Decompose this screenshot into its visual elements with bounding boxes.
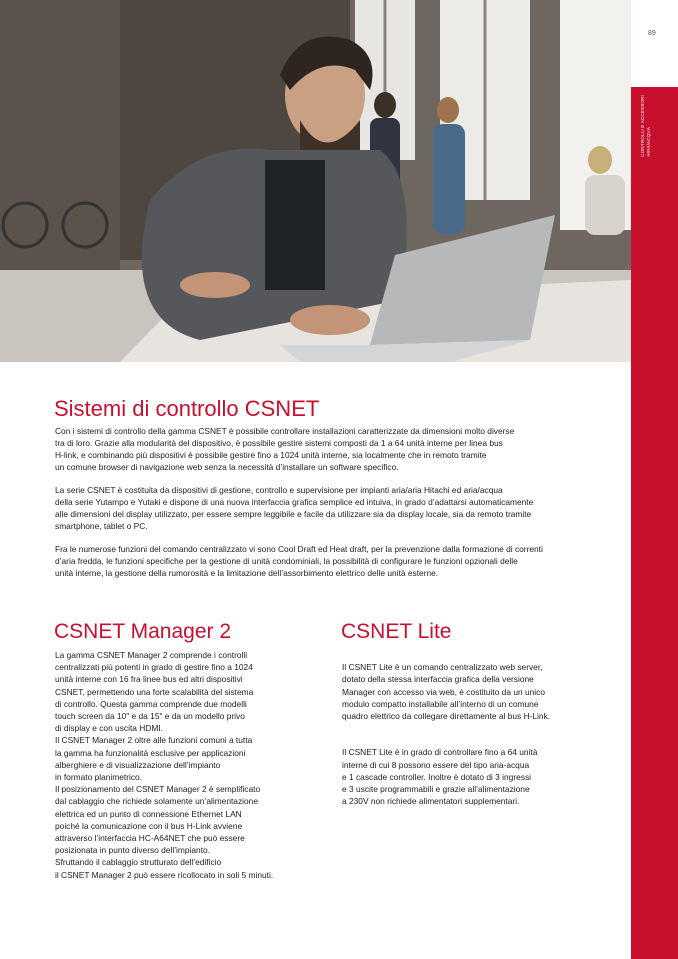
side-label-line-2: ARIA/ACQUA (646, 126, 651, 157)
side-label-line-1: CONTROLLI E ACCESSORI (640, 95, 645, 157)
hero-photo (0, 0, 631, 362)
lite-paragraph-1: Il CSNET Lite è un comando centralizzato web server, dotato della stessa interfaccia grafica della versione Manager con accesso via web, è costituito da un unico modulo compatto installabile all’interno di un comune quadro elettrico da collegare direttamente al bus H-Link. (342, 662, 551, 722)
section-side-band (631, 87, 678, 959)
intro-paragraph-1: Con i sistemi di controllo della gamma CSNET è possibile controllare installazioni caratterizzate da dimensioni molto diverse tra di loro. Grazie alla modularità del dispositivo, è possibile gestire sistemi composti da 1 a 64 unità interne per linea bus H-link, e combinando più dispositivi è possibile gestire fino a 1024 unità interne, sia localmente che in remoto tramite un comune browser di navigazione web senza la necessità d’installare un software specifico. (55, 426, 515, 472)
lite-paragraph-2: Il CSNET Lite è in grado di controllare fino a 64 unità interne di cui 8 possono essere del tipo aria-acqua e 1 cascade controller. Inoltre è dotato di 3 ingressi e 3 uscite programmabili e grazie all’alimentazione a 230V non richiede alimentatori supplementari. (342, 747, 538, 807)
intro-text (55, 425, 625, 590)
intro-paragraph-2: La serie CSNET è costituita da dispositivi di gestione, controllo e supervisione per impianti aria/aria Hitachi ed aria/acqua della serie Yutampo e Yutaki e dispone di una nuova interfaccia grafica semplice ed intuiva, in grado d’adattarsi automaticamente alle dimensioni del display utilizzato, per essere sempre leggibile e facile da utilizzare sia da display locale, sia da remoto tramite smartphone, tablet o PC. (55, 485, 534, 531)
section-side-label (640, 95, 654, 157)
page-number: 89 (648, 30, 656, 37)
manager-text: La gamma CSNET Manager 2 comprende i controlli centralizzati più potenti in grado di gestire fino a 1024 unità interne con 16 fra linee bus ed altri dispositivi CSNET, permettendo una forte scalabilità del sistema di controllo. Questa gamma comprende due modelli touch screen da 10" e da 15" e da un modello privo di display e con uscita HDMI. Il CSNET Manager 2 oltre alle funzioni comuni a tutta la gamma ha funzionalità esclusive per applicazioni alberghiere e di visualizzazione dell’impianto in formato planimetrico. Il posizionamento del CSNET Manager 2 è semplificato dal cablaggio che richiede solamente un’alimentazione elettrica ed un punto di connessione Ethernet LAN poiché la comunicazione con il bus H-Link avviene attraverso l’interfaccia HC-A64NET che può essere posizionata in punto diverso dell’impianto. Sfruttando il cablaggio strutturato dell’edificio il CSNET Manager 2 può essere ricollocato in soli 5 minuti. (55, 650, 274, 880)
main-heading: Sistemi di controllo CSNET (54, 396, 320, 421)
manager-heading: CSNET Manager 2 (54, 620, 232, 643)
office-scene-illustration (0, 0, 631, 362)
lite-heading: CSNET Lite (341, 620, 452, 643)
intro-paragraph-3: Fra le numerose funzioni del comando centralizzato vi sono Cool Draft ed Heat draft, per la prevenzione dalla formazione di correnti d’aria fredda, le funzioni specifiche per la gestione di unità condominiali, la possibilità di configurare le funzioni opzionali delle unità interne, la gestione della rumorosità e la limitazione dell’assorbimento elettrico delle unità esterne. (55, 544, 543, 578)
lite-text (342, 649, 612, 832)
